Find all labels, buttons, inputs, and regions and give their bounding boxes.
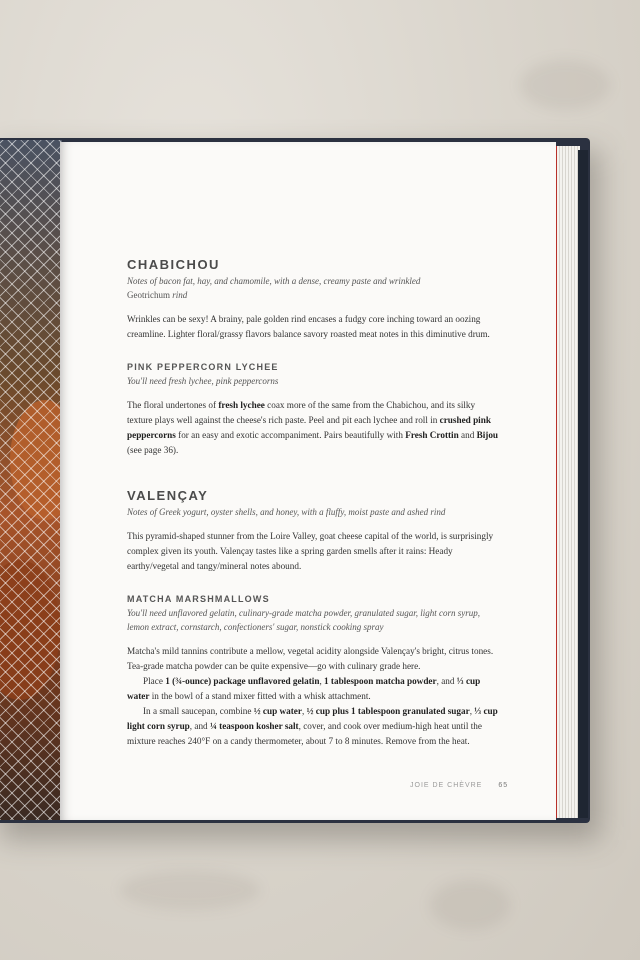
- tasting-note-text: rind: [170, 290, 188, 300]
- pairing-ingredients: You'll need unflavored gelatin, culinary-grade matcha powder, granulated sugar, light corn syrup, lemon extract, cornstarch, confectioners' sugar, nonstick cooking spray: [127, 608, 480, 632]
- text: The floral undertones of: [127, 400, 219, 410]
- text: , and: [436, 676, 457, 686]
- ingredient: ¼ teaspoon kosher salt: [209, 721, 299, 731]
- text: in the bowl of a stand mixer fitted with a whisk attachment.: [149, 691, 371, 701]
- pairing-title: MATCHA MARSHMALLOWS: [127, 594, 270, 604]
- pairing-ingredients: You'll need fresh lychee, pink peppercorns: [127, 376, 279, 386]
- text: , and: [189, 721, 210, 731]
- tasting-note: [127, 274, 501, 302]
- cheese-title-chabichou: CHABICHOU: [127, 257, 220, 272]
- text: and: [458, 430, 477, 440]
- ingredient: 1 (¾-ounce) package unflavored gelatin: [165, 676, 320, 686]
- tasting-note: Notes of Greek yogurt, oyster shells, and honey, with a fluffy, moist paste and ashed rind: [127, 507, 446, 517]
- back-cover-edge: [578, 150, 588, 818]
- pairing-title: PINK PEPPERCORN LYCHEE: [127, 362, 279, 372]
- tasting-note-text: Notes of bacon fat, hay, and chamomile, with a dense, creamy paste and wrinkled: [127, 276, 421, 286]
- page-number: 65: [498, 782, 509, 789]
- recipe-step: [127, 674, 501, 704]
- pairing-intro: Matcha's mild tannins contribute a mellow, vegetal acidity alongside Valençay's bright, citrus tones. Tea-grade matcha powder can be quite expensive—go with culinary grade here.: [127, 646, 494, 671]
- ingredient: ⅓ cup water: [127, 676, 481, 701]
- text: ,: [319, 676, 325, 686]
- text: coax more of the same from the Chabichou, and its silky texture plays well against the cheese's rich paste. Peel and pit each lychee and roll in: [127, 400, 476, 425]
- ingredient: fresh lychee: [218, 400, 265, 410]
- page-content: [127, 257, 501, 749]
- stone-texture: [120, 870, 260, 910]
- right-page: [60, 142, 556, 820]
- page-footer: [410, 782, 508, 789]
- stone-texture: [520, 60, 610, 110]
- cheese-reference: Fresh Crottin: [405, 430, 459, 440]
- stone-texture: [430, 880, 510, 930]
- text: ,: [469, 706, 475, 716]
- ingredient: 1 tablespoon matcha powder: [324, 676, 437, 686]
- tasting-note-term: Geotrichum: [127, 290, 170, 300]
- ingredient: ⅓ cup light corn syrup: [127, 706, 498, 731]
- cheese-description: This pyramid-shaped stunner from the Loire Valley, goat cheese capital of the world, is surprisingly complex given its youth. Valençay tastes like a spring garden smells after it rains: Heady earthy/vegetal and tangy/mineral notes abound.: [127, 531, 494, 571]
- pairing-description: [127, 398, 501, 458]
- running-head: JOIE DE CHÈVRE: [410, 782, 483, 789]
- text: (see page 36).: [127, 445, 179, 455]
- cheese-description: Wrinkles can be sexy! A brainy, pale golden rind encases a fudgy core inching toward an oozing creamline. Lighter floral/grassy flavors balance savory roasted meat notes in this diminutive drum.: [127, 314, 490, 339]
- ingredient: ½ cup water: [253, 706, 302, 716]
- text: for an easy and exotic accompaniment. Pairs beautifully with: [175, 430, 406, 440]
- text: In a small saucepan, combine: [143, 706, 254, 716]
- text: ,: [301, 706, 307, 716]
- cheese-title-valencay: VALENÇAY: [127, 488, 209, 503]
- recipe-step: [127, 704, 501, 749]
- page-edges: [554, 146, 580, 818]
- cheese-reference: Bijou: [476, 430, 499, 440]
- ingredient: crushed pink peppercorns: [127, 415, 491, 440]
- lace-texture: [0, 140, 62, 820]
- ingredient: ½ cup plus 1 tablespoon granulated sugar: [306, 706, 470, 716]
- text: Place: [143, 676, 166, 686]
- text: , cover, and cook over medium-high heat until the mixture reaches 240°F on a candy thermometer, about 7 to 8 minutes. Remove from the heat.: [127, 721, 482, 746]
- left-page-photo: [0, 140, 62, 820]
